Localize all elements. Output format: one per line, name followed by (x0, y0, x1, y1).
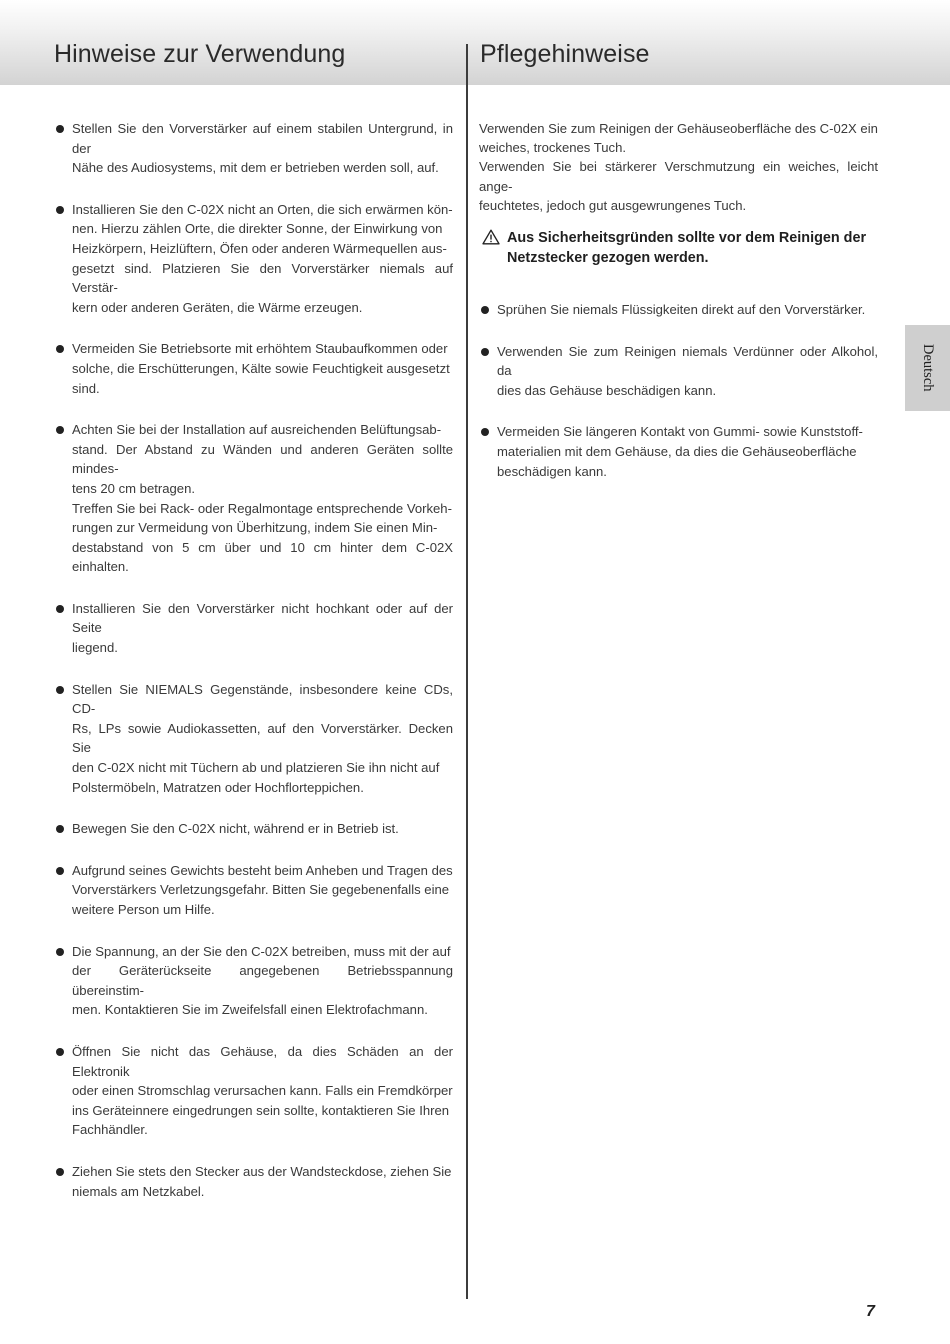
list-item (56, 1042, 453, 1140)
list-item-text: Die Spannung, an der Sie den C-02X betreiben, muss mit der auf der Geräterückseite angegebenen Betriebsspannung übereinstim- men. Kontaktieren Sie im Zweifelsfall einen Elektrofachmann. (72, 943, 453, 1018)
list-item-text: Verwenden Sie zum Reinigen niemals Verdünner oder Alkohol, da dies das Gehäuse beschädigen kann. (497, 343, 878, 398)
list-item-text: Öffnen Sie nicht das Gehäuse, da dies Schäden an der Elektronik oder einen Stromschlag verursachen kann. Falls ein Fremdkörper ins Geräteinnere eingedrungen sein sollte, kontaktieren Sie Ihren Fachhändler. (72, 1043, 453, 1138)
list-item (56, 119, 453, 178)
column-divider (466, 44, 468, 1299)
list-item-text: Installieren Sie den C-02X nicht an Orten, die sich erwärmen kön- nen. Hierzu zählen Orte, die direkter Sonne, der Einwirkung von Heizkörpern, Heizlüftern, Öfen oder anderen Wärmequellen aus- gesetzt sind. Platzieren Sie den Vorverstärker niemals auf Verstär- kern oder anderen Geräten, die Wärme erzeugen. (72, 201, 453, 315)
list-item (481, 300, 878, 320)
bullet-dot-icon (481, 348, 489, 356)
list-item (56, 339, 453, 398)
section-title-care: Pflegehinweise (480, 40, 650, 68)
bullet-dot-icon (56, 948, 64, 956)
language-tab-label: Deutsch (920, 344, 936, 392)
bullet-dot-icon (481, 428, 489, 436)
bullet-dot-icon (56, 686, 64, 694)
safety-warning-text: Aus Sicherheitsgründen sollte vor dem Reinigen der Netzstecker gezogen werden. (507, 230, 867, 267)
list-item-text: Ziehen Sie stets den Stecker aus der Wandsteckdose, ziehen Sie niemals am Netzkabel. (72, 1163, 452, 1199)
list-item-text: Installieren Sie den Vorverstärker nicht hochkant oder auf der Seite liegend. (72, 600, 453, 656)
list-item (56, 420, 453, 577)
bullet-dot-icon (56, 825, 64, 833)
bullet-dot-icon (56, 125, 64, 133)
language-tab (905, 325, 950, 411)
bullet-dot-icon (56, 426, 64, 434)
list-item-text: Bewegen Sie den C-02X nicht, während er in Betrieb ist. (72, 821, 399, 837)
list-item-text: Vermeiden Sie Betriebsorte mit erhöhtem Staubaufkommen oder solche, die Erschütterungen, Kälte sowie Feuchtigkeit ausgesetzt sind. (72, 341, 450, 396)
bullet-dot-icon (56, 206, 64, 214)
care-list (481, 300, 878, 481)
care-intro-text: Verwenden Sie zum Reinigen der Gehäuseoberfläche des C-02X ein weiches, trockenes Tuch. Verwenden Sie bei stärkerer Verschmutzung ein weiches, leicht ange- feuchtetes, jedoch gut ausgewrungenes Tuch. (479, 121, 878, 213)
list-item-text: Stellen Sie den Vorverstärker auf einem stabilen Untergrund, in der Nähe des Audiosystems, mit dem er betrieben werden soll, auf. (72, 121, 453, 176)
list-item (56, 599, 453, 658)
warning-triangle-icon (482, 229, 500, 245)
safety-warning (479, 228, 878, 268)
list-item-text: Aufgrund seines Gewichts besteht beim Anheben und Tragen des Vorverstärkers Verletzungsgefahr. Bitten Sie gegebenenfalls eine weitere Person um Hilfe. (72, 862, 453, 917)
list-item-text: Vermeiden Sie längeren Kontakt von Gummi- sowie Kunststoff- materialien mit dem Gehäuse, da dies die Gehäuseoberfläche beschädigen kann. (497, 424, 863, 479)
list-item-text: Stellen Sie NIEMALS Gegenstände, insbesondere keine CDs, CD- Rs, LPs sowie Audiokassetten, auf den Vorverstärker. Decken Sie den C-02X nicht mit Tüchern ab und platzieren Sie ihn nicht auf Polstermöbeln, Matratzen oder Hochflorteppichen. (72, 681, 453, 795)
list-item (56, 942, 453, 1020)
list-item (56, 819, 453, 839)
list-item (481, 422, 878, 481)
list-item (56, 200, 453, 318)
list-item (56, 680, 453, 798)
usage-list (56, 119, 453, 1201)
list-item-text: Achten Sie bei der Installation auf ausreichenden Belüftungsab- stand. Der Abstand zu Wänden und anderen Geräten sollte mindes- tens 20 cm betragen. Treffen Sie bei Rack- oder Regalmontage entsprechende Vorkeh- rungen zur Vermeidung von Überhitzung, indem Sie einen Min- destabstand von 5 cm über und 10 cm hinter dem C-02X einhalten. (72, 422, 453, 575)
bullet-dot-icon (481, 306, 489, 314)
bullet-dot-icon (56, 345, 64, 353)
bullet-dot-icon (56, 1168, 64, 1176)
list-item (56, 1162, 453, 1201)
list-item (56, 861, 453, 920)
list-item-text: Sprühen Sie niemals Flüssigkeiten direkt auf den Vorverstärker. (497, 302, 866, 317)
section-title-usage: Hinweise zur Verwendung (54, 40, 346, 68)
care-intro (479, 119, 878, 268)
bullet-dot-icon (56, 1048, 64, 1056)
bullet-dot-icon (56, 867, 64, 875)
bullet-dot-icon (56, 605, 64, 613)
list-item (481, 342, 878, 401)
page-number: 7 (866, 1303, 875, 1320)
